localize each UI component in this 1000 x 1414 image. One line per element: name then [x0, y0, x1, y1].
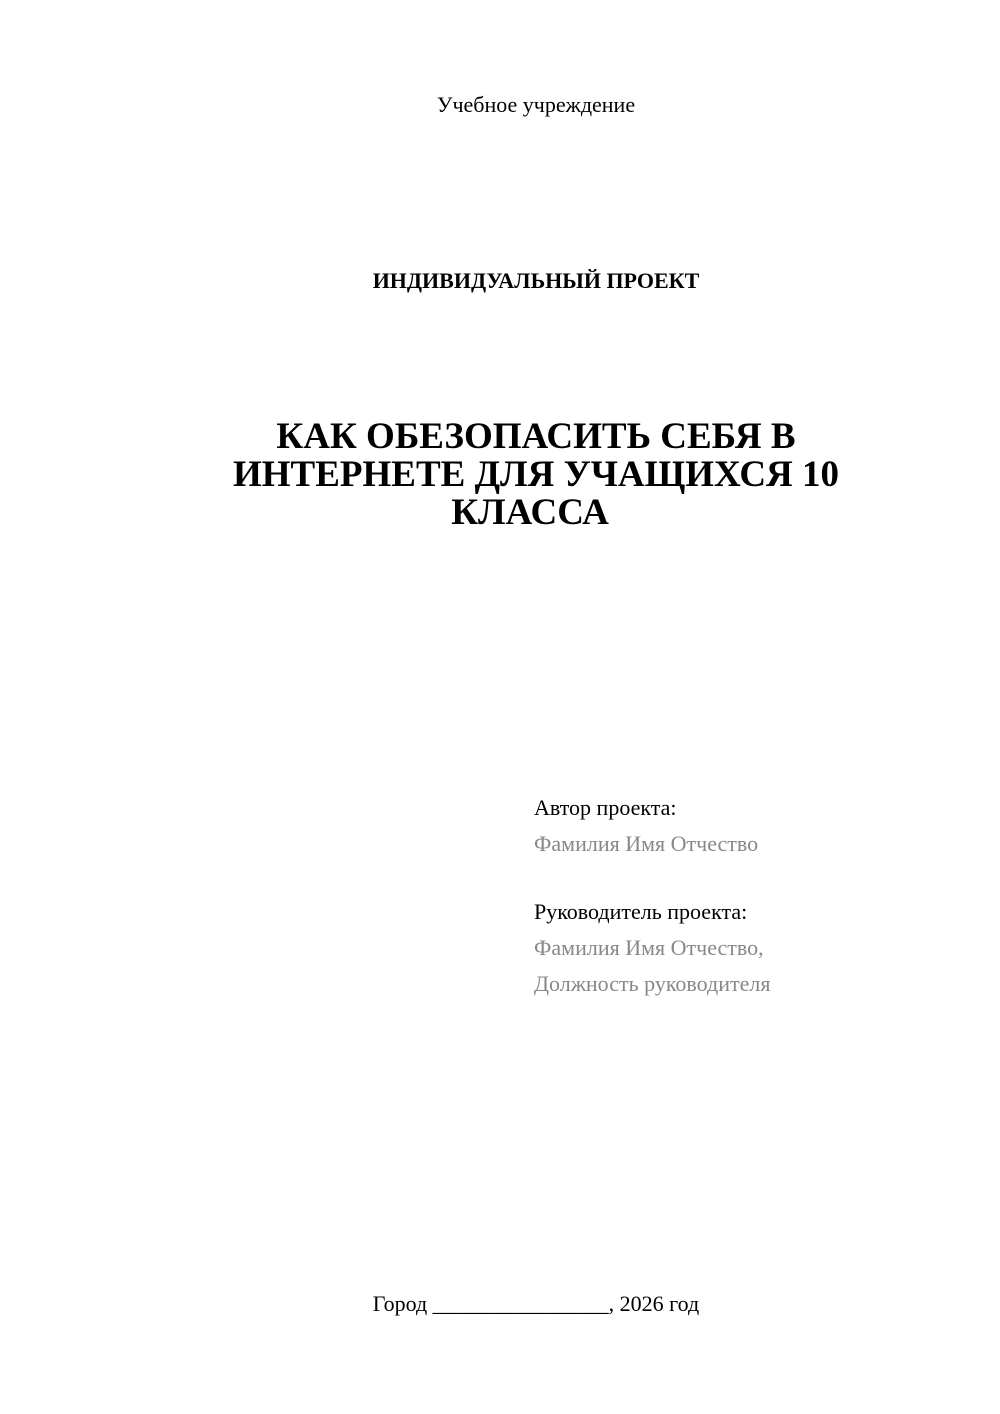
supervisor-label: Руководитель проекта:	[534, 899, 748, 924]
project-title-line: ИНТЕРНЕТЕ ДЛЯ УЧАЩИХСЯ 10	[232, 454, 840, 495]
project-title-line: КАК ОБЕЗОПАСИТЬ СЕБЯ В	[276, 416, 796, 457]
city-year-footer: Город ________________, 2026 год	[372, 1291, 700, 1316]
credits-spacer	[534, 862, 974, 894]
author-label: Автор проекта:	[534, 795, 677, 820]
credits-block	[534, 790, 974, 1002]
author-name: Фамилия Имя Отчество	[534, 831, 759, 856]
supervisor-name: Фамилия Имя Отчество,	[534, 935, 764, 960]
project-type-heading: ИНДИВИДУАЛЬНЫЙ ПРОЕКТ	[372, 268, 700, 293]
institution-name: Учебное учреждение	[436, 92, 636, 117]
supervisor-position: Должность руководителя	[534, 971, 771, 996]
project-title-line: КЛАССА	[451, 492, 609, 533]
project-title	[0, 418, 1000, 532]
